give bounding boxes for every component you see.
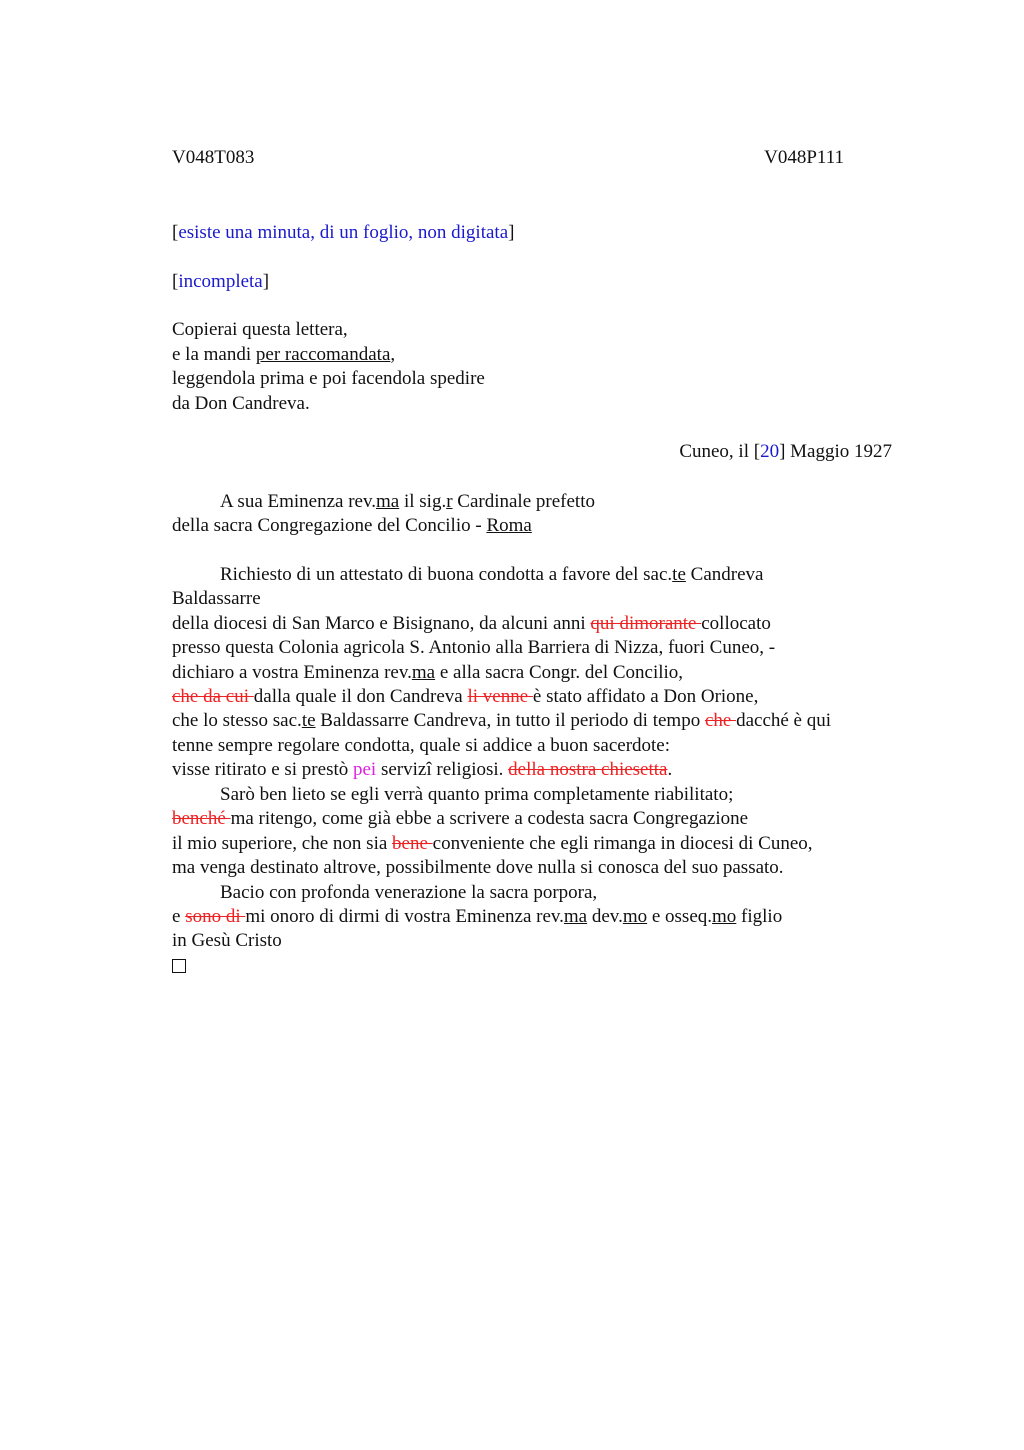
body-line: visse ritirato e si prestò pei servizî religiosi. della nostra chiesetta.: [172, 759, 673, 780]
deleted-text: li venne: [467, 686, 533, 707]
body-line: ma venga destinato altrove, possibilmente dove nulla si conosca del suo passato.: [172, 857, 784, 878]
deleted-text: sono di: [185, 906, 246, 927]
instruction-line: Copierai questa lettera,: [172, 319, 348, 340]
deleted-text: che da cui: [172, 686, 254, 707]
dateline-day: 20: [760, 441, 780, 462]
address-line: A sua Eminenza rev.ma il sig.r Cardinale prefetto: [220, 491, 595, 512]
document-page: [172, 0, 892, 1450]
body-line: Richiesto di un attestato di buona condotta a favore del sac.te Candreva: [220, 564, 764, 585]
header-left-code: V048T083: [172, 147, 255, 168]
square-icon: [172, 959, 186, 973]
body-line: dichiaro a vostra Eminenza rev.ma e alla sacra Congr. del Concilio,: [172, 662, 684, 683]
body-line: che da cui dalla quale il don Candreva li venne è stato affidato a Don Orione,: [172, 686, 759, 707]
header-right-code: V048P111: [764, 147, 844, 168]
deleted-text: qui dimorante: [590, 613, 702, 634]
deleted-text: benché: [172, 808, 231, 829]
body-line: che lo stesso sac.te Baldassarre Candreva, in tutto il periodo di tempo che dacché è qui: [172, 710, 832, 731]
body-line: benché ma ritengo, come già ebbe a scrivere a codesta sacra Congregazione: [172, 808, 749, 829]
body-line: Bacio con profonda venerazione la sacra porpora,: [220, 882, 598, 903]
dateline: Cuneo, il [20] Maggio 1927: [679, 441, 892, 462]
editorial-note-incompleta: [incompleta]: [172, 271, 270, 292]
body-line: della diocesi di San Marco e Bisignano, da alcuni anni qui dimorante collocato: [172, 613, 771, 634]
inserted-text: pei: [353, 759, 377, 780]
empty-box-icon: [172, 954, 186, 978]
address-line: della sacra Congregazione del Concilio - Roma: [172, 515, 532, 536]
deleted-text: della nostra chiesetta: [508, 759, 668, 780]
editorial-note-minuta: [esiste una minuta, di un foglio, non digitata]: [172, 222, 515, 243]
body-line: il mio superiore, che non sia bene conveniente che egli rimanga in diocesi di Cuneo,: [172, 833, 813, 854]
body-line: in Gesù Cristo: [172, 930, 282, 951]
deleted-text: che: [704, 710, 737, 731]
body-line: presso questa Colonia agricola S. Antonio alla Barriera di Nizza, fuori Cuneo, -: [172, 637, 776, 658]
instruction-line: da Don Candreva.: [172, 393, 310, 414]
body-line: tenne sempre regolare condotta, quale si addice a buon sacerdote:: [172, 735, 671, 756]
instruction-line: e la mandi per raccomandata,: [172, 344, 396, 365]
note-incompleta-text: incompleta: [178, 271, 263, 292]
body-line: Baldassarre: [172, 588, 261, 609]
body-line: e sono di mi onoro di dirmi di vostra Eminenza rev.ma dev.mo e osseq.mo figlio: [172, 906, 783, 927]
note-minuta-text: esiste una minuta, di un foglio, non digitata: [178, 222, 509, 243]
body-line: Sarò ben lieto se egli verrà quanto prima completamente riabilitato;: [220, 784, 734, 805]
instruction-line: leggendola prima e poi facendola spedire: [172, 368, 485, 389]
deleted-text: bene: [392, 833, 433, 854]
